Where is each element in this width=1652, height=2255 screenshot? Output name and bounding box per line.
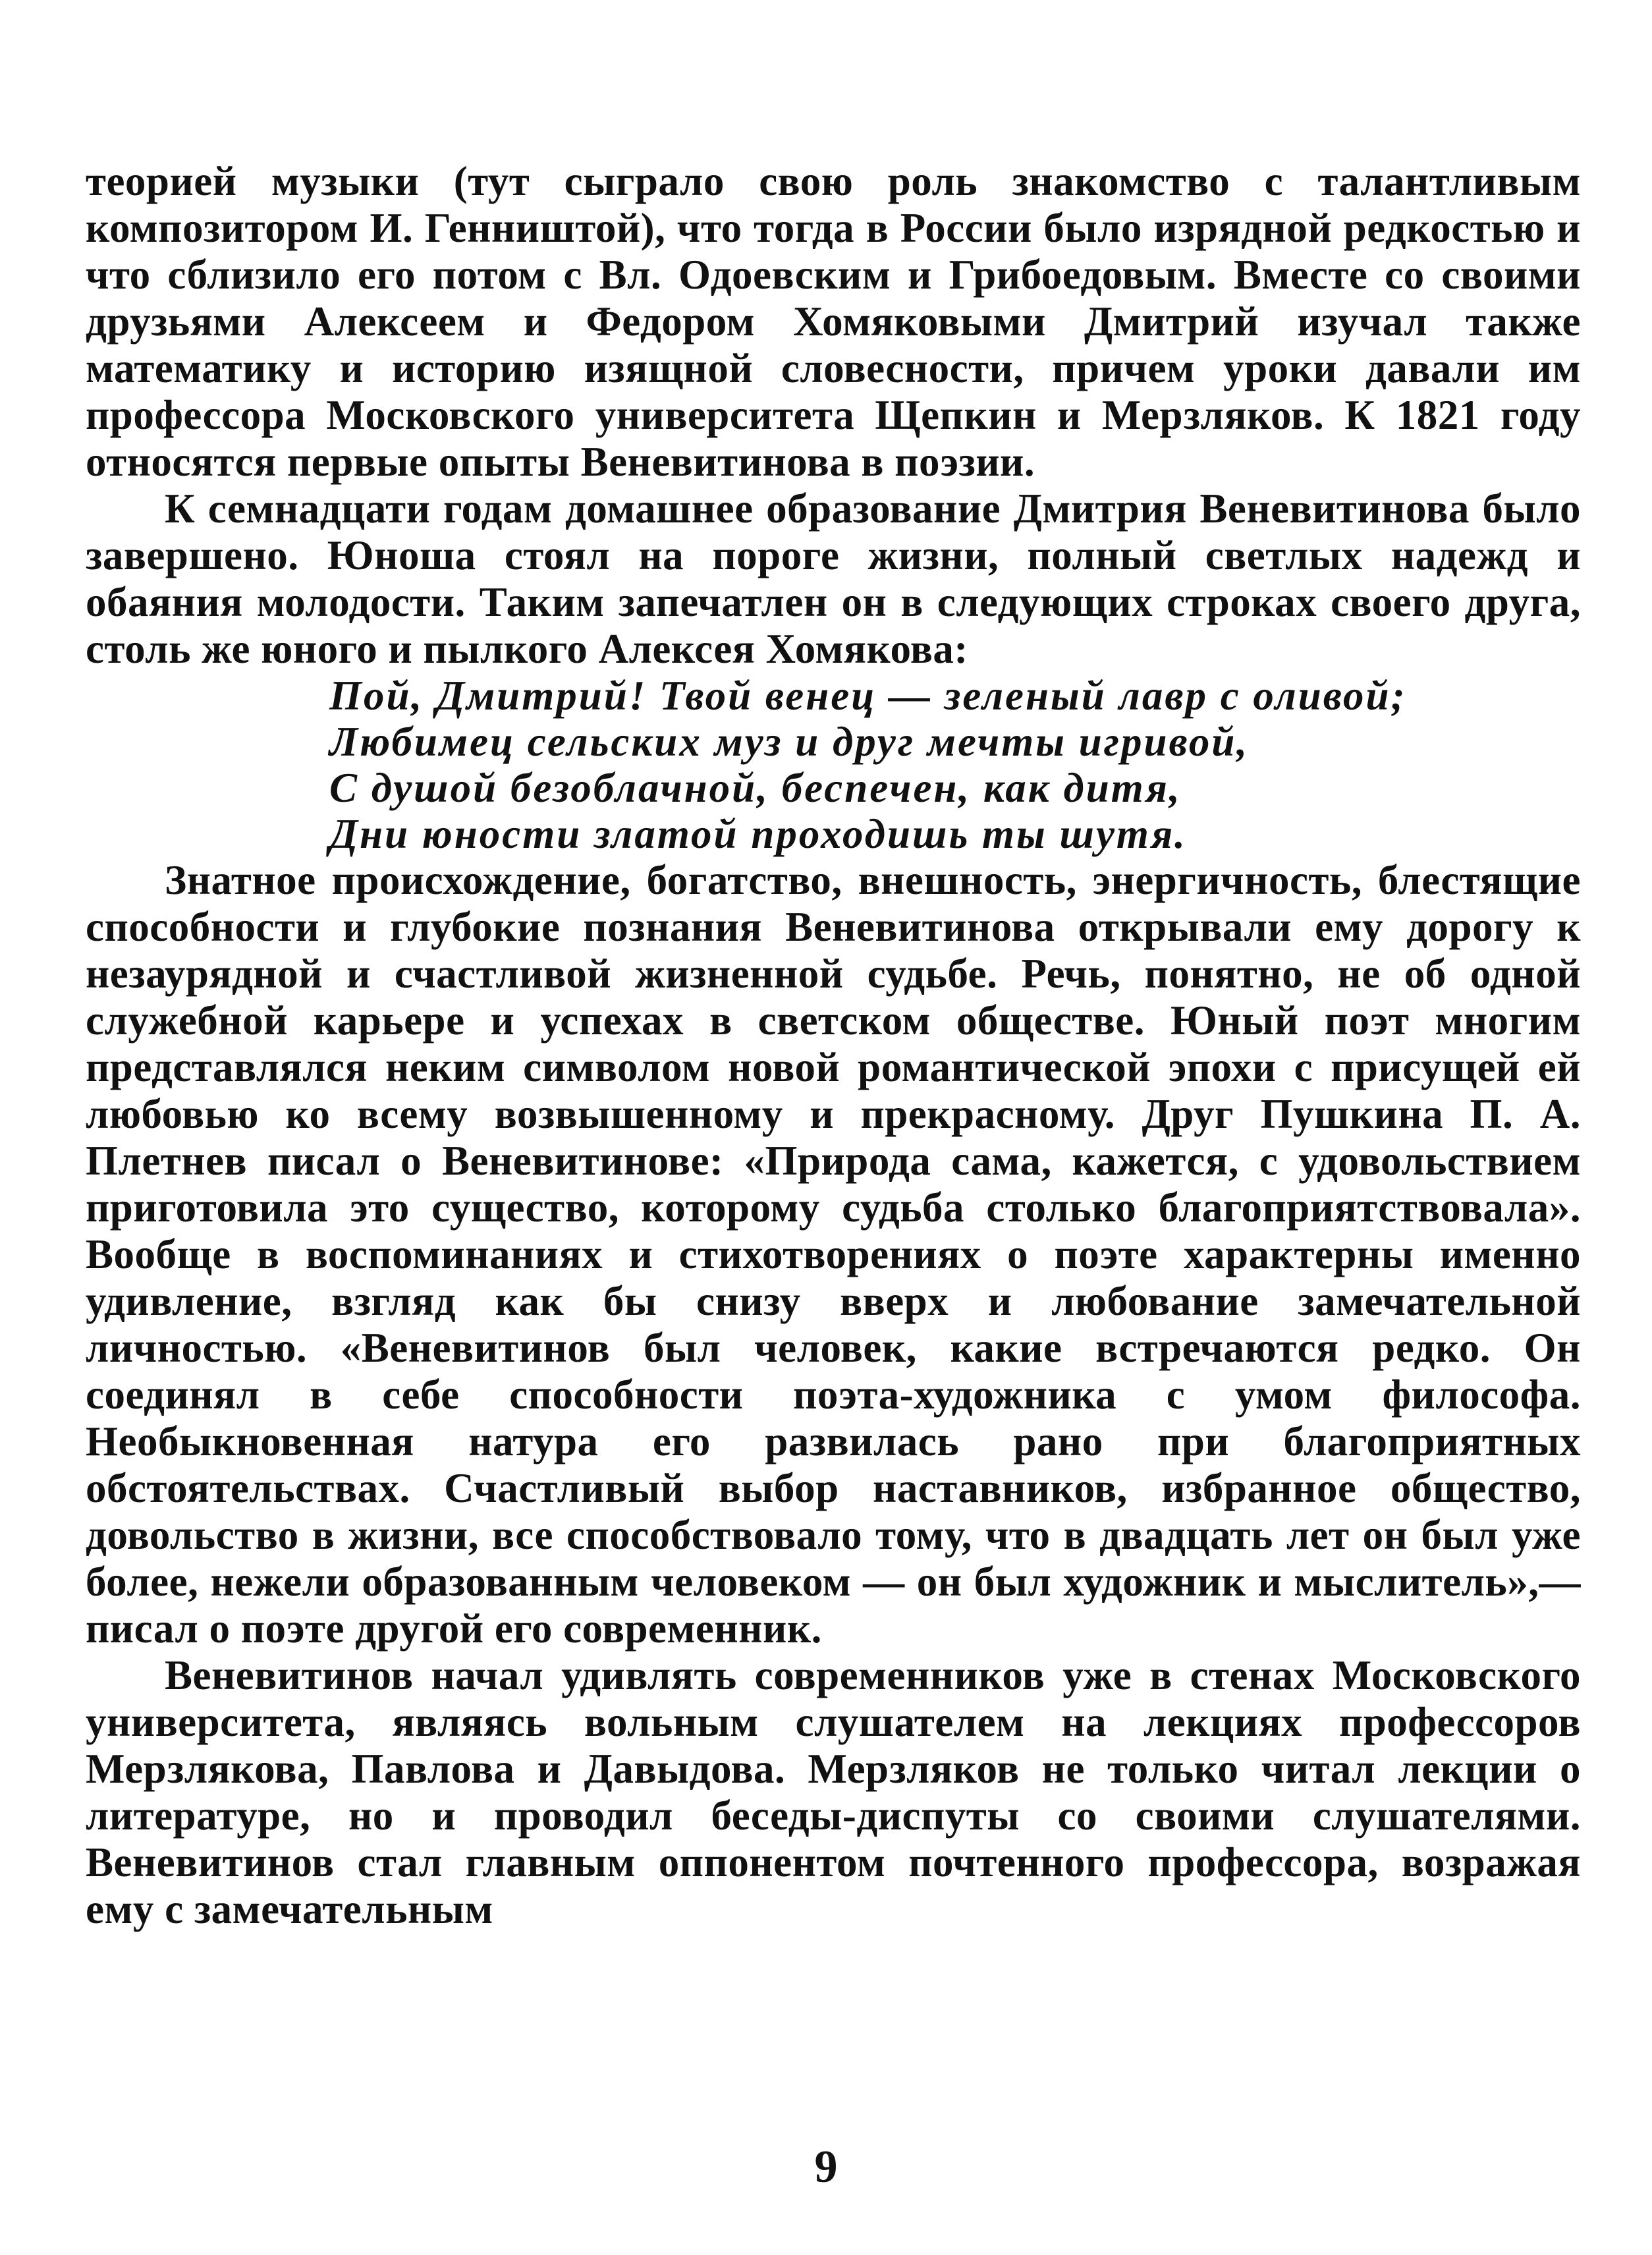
paragraph-2: К семнадцати годам домашнее образование Дмитрия Веневитинова было завершено. Юноша стоял на пороге жизни, полный светлых надежд и обаяния молодости. Таким запечатлен он в следующих строках своего друга, столь же юного и пылкого Алексея Хомякова: (86, 486, 1581, 672)
poem-line-4: Дни юности златой проходишь ты шутя. (329, 811, 1187, 857)
paragraph-4: Веневитинов начал удивлять современников уже в стенах Московского университета, являясь вольным слушателем на лекциях профессоров Мерзлякова, Павлова и Давыдова. Мерзляков не только читал лекции о литературе, но и проводил беседы-диспуты со своими слушателями. Веневитинов стал главным оппонентом почтенного профессора, возражая ему с замечательным (86, 1652, 1581, 1932)
poem-quote (329, 673, 1581, 857)
poem-line-2: Любимец сельских муз и друг мечты игривой, (329, 719, 1250, 765)
page-body (86, 158, 1581, 1933)
paragraph-3: Знатное происхождение, богатство, внешность, энергичность, блестящие способности и глубокие познания Веневитинова открывали ему дорогу к незаурядной и счастливой жизненной судьбе. Речь, понятно, не об одной служебной карьере и успехах в светском обществе. Юный поэт многим представлялся неким символом новой романтической эпохи с присущей ей любовью ко всему возвышенному и прекрасному. Друг Пушкина П. А. Плетнев писал о Веневитинове: «Природа сама, кажется, с удовольствием приготовила это существо, которому судьба столько благоприятствовала». Вообще в воспоминаниях и стихотворениях о поэте характерны именно удивление, взгляд как бы снизу вверх и любование замечательной личностью. «Веневитинов был человек, какие встречаются редко. Он соединял в себе способности поэта-художника с умом философа. Необыкновенная натура его развилась рано при благоприятных обстоятельствах. Счастливый выбор наставников, избранное общество, довольство в жизни, все способствовало тому, что в двадцать лет он был уже более, нежели образованным человеком — он был художник и мыслитель»,— писал о поэте другой его современник. (86, 857, 1581, 1652)
paragraph-1: теорией музыки (тут сыграло свою роль знакомство с талантливым композитором И. Генништой), что тогда в России было изрядной редкостью и что сблизило его потом с Вл. Одоевским и Грибоедовым. Вместе со своими друзьями Алексеем и Федором Хомяковыми Дмитрий изучал также математику и историю изящной словесности, причем уроки давали им профессора Московского университета Щепкин и Мерзляков. К 1821 году относятся первые опыты Веневитинова в поэзии. (86, 158, 1581, 485)
poem-line-1: Пой, Дмитрий! Твой венец — зеленый лавр с оливой; (329, 673, 1407, 719)
poem-line-3: С душой безоблачной, беспечен, как дитя, (329, 765, 1182, 811)
page-number: 9 (814, 2142, 838, 2192)
